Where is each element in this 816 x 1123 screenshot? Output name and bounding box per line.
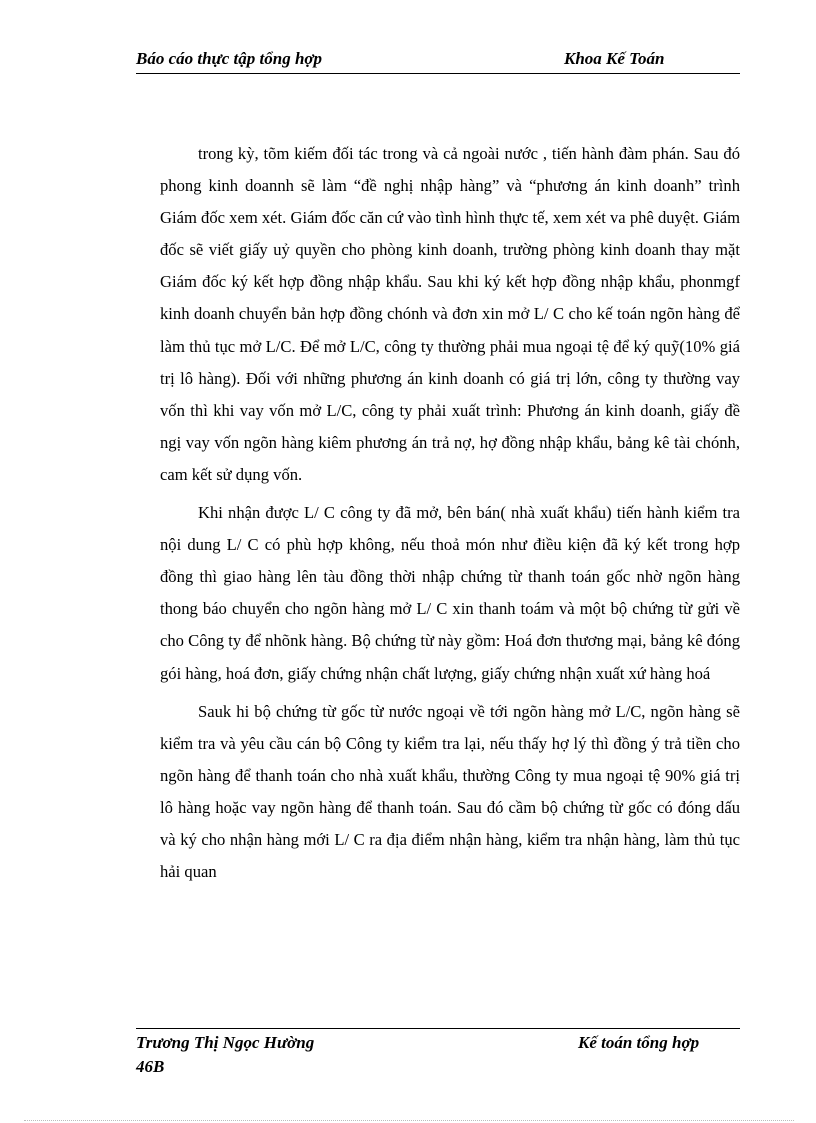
footer-subject: Kế toán tổng hợp	[578, 1033, 700, 1052]
page-header	[136, 49, 740, 74]
page-bottom-dotted-line	[24, 1120, 794, 1121]
footer-author: Trương Thị Ngọc Hường	[136, 1033, 315, 1052]
footer-class: 46B	[136, 1057, 165, 1076]
paragraph-3: Sauk hi bộ chứng từ gốc từ nước ngoại về tới ngõn hàng mở L/C, ngõn hàng sẽ kiểm tra và yêu cầu cán bộ Công ty kiểm tra lại, nếu thấy hợ lý thì đồng ý trả tiền cho ngõn hàng để thanh toán cho nhà xuất khẩu, thường Công ty mua ngoại tệ 90% giá trị lô hàng hoặc vay ngõn hàng để thanh toán. Sau đó cầm bộ chứng từ gốc có đóng dấu và ký cho nhận hàng mới L/ C ra địa điểm nhận hàng, kiểm tra nhận hàng, làm thủ tục hải quan	[160, 701, 740, 882]
paragraph-2: Khi nhận được L/ C công ty đã mở, bên bán( nhà xuất khẩu) tiến hành kiểm tra nội dung L/ C có phù hợp không, nếu thoả món như điều kiện đã ký kết trong hợp đồng thì giao hàng lên tàu đồng thời nhập chứng từ thanh toán gốc nhờ ngõn hàng thong báo chuyển cho ngõn hàng mở L/ C xin thanh toám và một bộ chứng từ gửi về cho Công ty để nhõnk hàng. Bộ chứng từ này gồm: Hoá đơn thương mại, bảng kê đóng gói hàng, hoá đơn, giấy chứng nhận chất lượng, giấy chứng nhận xuất xứ hàng hoá	[160, 503, 740, 683]
paragraph-1: trong kỳ, tõm kiếm đối tác trong và cả ngoài nước , tiến hành đàm phán. Sau đó phong kinh doannh sẽ làm “đề nghị nhập hàng” và “phương án kinh doanh” trình Giám đốc xem xét. Giám đốc căn cứ vào tình hình thực tế, xem xét va phê duyệt. Giám đốc sẽ viết giấy uỷ quyền cho phòng kinh doanh, trường phòng kinh doanh thay mặt Giám đốc ký kết hợp đồng nhập khẩu. Sau khi ký kết hợp đồng nhập khẩu, phonmgf kinh doanh chuyển bản hợp đồng chónh và đơn xin mở L/ C cho kế toán ngõn hàng để làm thủ tục mở L/C. Để mở L/C, công ty thường phải mua ngoại tệ để ký quỹ(10% giá trị lô hàng). Đối với những phương án kinh doanh có giá trị lớn, công ty thường vay vốn thì khi vay vốn mở L/C, công ty phải xuất trình: Phương án kinh doanh, giấy đề ngị vay vốn ngõn hàng kiêm phương án trả nợ, hợ đồng nhập khẩu, bảng kê tài chónh, cam kết sử dụng vốn.	[160, 144, 740, 484]
header-department: Khoa Kế Toán	[564, 49, 665, 68]
body-text	[160, 138, 740, 888]
header-report-title: Báo cáo thực tập tổng hợp	[136, 49, 323, 68]
page-footer	[136, 1028, 740, 1079]
